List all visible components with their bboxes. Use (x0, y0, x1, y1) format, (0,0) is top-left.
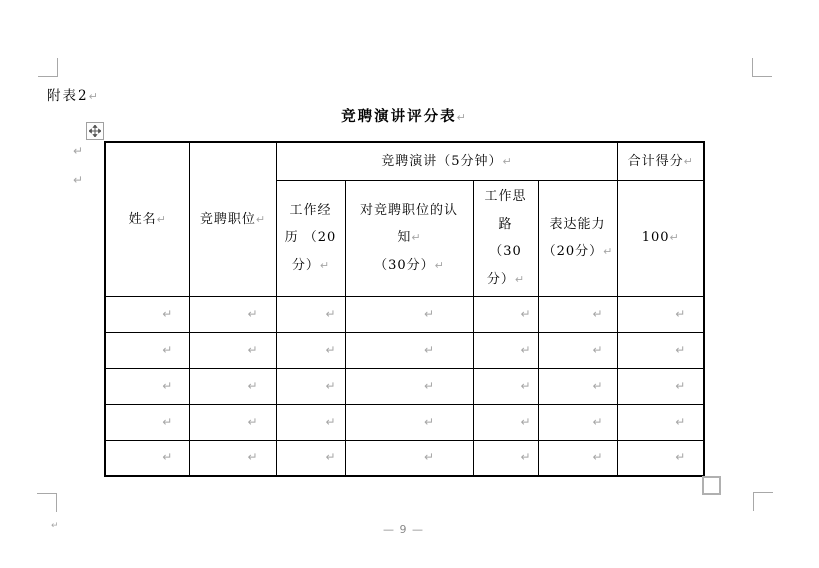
header-cell-line: （20分）↵ (542, 244, 613, 259)
header-cell[interactable] (617, 180, 704, 296)
empty-data-cell[interactable] (105, 368, 189, 404)
table-row (105, 296, 704, 332)
paragraph-mark: ↵ (88, 90, 98, 103)
paragraph-mark: ↵ (247, 306, 258, 321)
empty-data-cell[interactable] (617, 332, 704, 368)
paragraph-mark: ↵ (520, 414, 531, 429)
paragraph-mark: ↵ (73, 144, 84, 158)
header-cell-line: 表达能力 (549, 216, 606, 232)
empty-data-cell[interactable] (617, 440, 704, 476)
empty-data-cell[interactable] (105, 440, 189, 476)
empty-data-cell[interactable] (473, 368, 538, 404)
paragraph-mark: ↵ (423, 342, 435, 357)
table-resize-handle[interactable] (702, 476, 721, 495)
header-cell-line: 100↵ (641, 230, 679, 246)
paragraph-mark: ↵ (456, 111, 466, 124)
header-cell[interactable] (345, 180, 473, 296)
paragraph-mark: ↵ (325, 342, 336, 357)
scoring-table[interactable] (104, 141, 705, 477)
empty-data-cell[interactable] (538, 296, 617, 332)
table-row (105, 440, 704, 476)
paragraph-mark: ↵ (683, 154, 693, 168)
paragraph-mark: ↵ (162, 450, 173, 465)
header-cell[interactable]: 姓名↵ (105, 142, 189, 296)
empty-data-cell[interactable] (617, 368, 704, 404)
empty-data-cell[interactable] (538, 440, 617, 476)
paragraph-mark: ↵ (675, 450, 686, 465)
empty-data-cell[interactable] (538, 332, 617, 368)
empty-data-cell[interactable] (189, 296, 276, 332)
header-cell[interactable] (276, 180, 345, 296)
paragraph-mark: ↵ (255, 212, 266, 226)
header-cell-line: 分）↵ (291, 257, 330, 273)
empty-data-cell[interactable] (473, 332, 538, 368)
paragraph-mark: ↵ (423, 414, 435, 429)
header-cell[interactable] (538, 180, 617, 296)
header-cell[interactable] (473, 180, 538, 296)
empty-data-cell[interactable] (617, 404, 704, 440)
paragraph-mark: ↵ (247, 378, 258, 393)
paragraph-mark: ↵ (675, 342, 686, 357)
paragraph-mark: ↵ (162, 342, 173, 357)
empty-data-cell[interactable] (105, 296, 189, 332)
paragraph-mark: ↵ (411, 231, 421, 245)
paragraph-mark: ↵ (675, 414, 686, 429)
paragraph-mark: ↵ (247, 342, 258, 357)
header-cell[interactable]: 合计得分↵ (617, 142, 704, 180)
empty-data-cell[interactable] (276, 332, 345, 368)
margin-crop-mark-bottom-right (753, 492, 773, 511)
paragraph-mark: ↵ (73, 173, 84, 187)
paragraph-mark: ↵ (423, 306, 435, 321)
paragraph-mark: ↵ (520, 342, 531, 357)
header-cell[interactable]: 竞聘演讲（5分钟）↵ (276, 142, 617, 180)
header-cell-line: 工作思 (484, 189, 527, 204)
empty-data-cell[interactable] (345, 332, 473, 368)
empty-data-cell[interactable] (473, 440, 538, 476)
empty-data-cell[interactable] (276, 404, 345, 440)
paragraph-mark: ↵ (319, 258, 330, 272)
paragraph-mark: ↵ (325, 378, 336, 393)
attachment-label[interactable] (47, 84, 98, 104)
paragraph-mark: ↵ (669, 231, 679, 245)
empty-data-cell[interactable] (473, 404, 538, 440)
header-cell-line: 知↵ (397, 230, 421, 246)
empty-data-cell[interactable] (189, 332, 276, 368)
paragraph-mark: ↵ (51, 521, 59, 531)
four-way-arrow-icon (89, 125, 101, 137)
margin-crop-mark-bottom-left (37, 493, 57, 512)
empty-data-cell[interactable] (189, 404, 276, 440)
empty-data-cell[interactable] (345, 404, 473, 440)
empty-data-cell[interactable] (276, 440, 345, 476)
empty-data-cell[interactable] (189, 368, 276, 404)
paragraph-mark: ↵ (247, 414, 258, 429)
empty-data-cell[interactable] (538, 404, 617, 440)
paragraph-mark: ↵ (592, 306, 603, 321)
empty-data-cell[interactable] (105, 404, 189, 440)
paragraph-mark: ↵ (675, 306, 686, 321)
table-move-handle[interactable] (86, 122, 104, 140)
header-cell-line: 历 （20 (284, 230, 337, 246)
header-cell-line: 路 (498, 216, 513, 232)
header-cell-line: 对竞聘职位的认 (359, 202, 458, 218)
paragraph-mark: ↵ (162, 414, 173, 429)
paragraph-mark: ↵ (162, 378, 173, 393)
empty-data-cell[interactable] (345, 296, 473, 332)
paragraph-mark: ↵ (325, 306, 336, 321)
table-row (105, 368, 704, 404)
empty-data-cell[interactable] (473, 296, 538, 332)
page-number: — 9 — (383, 523, 424, 536)
paragraph-mark: ↵ (423, 450, 435, 465)
document-title: 竞聘演讲评分表 (341, 108, 457, 125)
empty-data-cell[interactable] (617, 296, 704, 332)
paragraph-mark: ↵ (156, 212, 166, 226)
margin-crop-mark-top-right (752, 58, 772, 77)
empty-data-cell[interactable] (345, 368, 473, 404)
header-cell[interactable]: 竞聘职位↵ (189, 142, 276, 296)
paragraph-mark: ↵ (592, 414, 603, 429)
empty-data-cell[interactable] (276, 368, 345, 404)
header-cell-line: （30分）↵ (374, 257, 444, 273)
paragraph-mark: ↵ (162, 306, 173, 321)
paragraph-mark: ↵ (603, 245, 613, 258)
paragraph-mark: ↵ (247, 450, 258, 465)
paragraph-mark: ↵ (434, 258, 444, 272)
table-row (105, 404, 704, 440)
paragraph-mark: ↵ (592, 342, 603, 357)
header-cell-line: （30 (489, 244, 522, 259)
document-title-line[interactable] (104, 105, 703, 126)
paragraph-mark: ↵ (520, 306, 531, 321)
paragraph-mark: ↵ (675, 378, 686, 393)
empty-data-cell[interactable] (345, 440, 473, 476)
empty-data-cell[interactable] (189, 440, 276, 476)
table-row (105, 332, 704, 368)
paragraph-mark: ↵ (520, 450, 531, 465)
empty-data-cell[interactable] (538, 368, 617, 404)
margin-crop-mark-top-left (38, 58, 58, 77)
paragraph-mark: ↵ (325, 450, 336, 465)
paragraph-mark: ↵ (423, 378, 435, 393)
paragraph-mark: ↵ (592, 450, 603, 465)
header-cell-line: 工作经 (289, 202, 332, 218)
header-cell-line: 分）↵ (486, 271, 525, 287)
empty-data-cell[interactable] (276, 296, 345, 332)
attachment-label-text: 附表2 (47, 88, 89, 104)
paragraph-mark: ↵ (502, 154, 512, 168)
paragraph-mark: ↵ (325, 414, 336, 429)
paragraph-mark: ↵ (514, 272, 525, 286)
paragraph-mark: ↵ (592, 378, 603, 393)
paragraph-mark: ↵ (520, 378, 531, 393)
empty-data-cell[interactable] (105, 332, 189, 368)
